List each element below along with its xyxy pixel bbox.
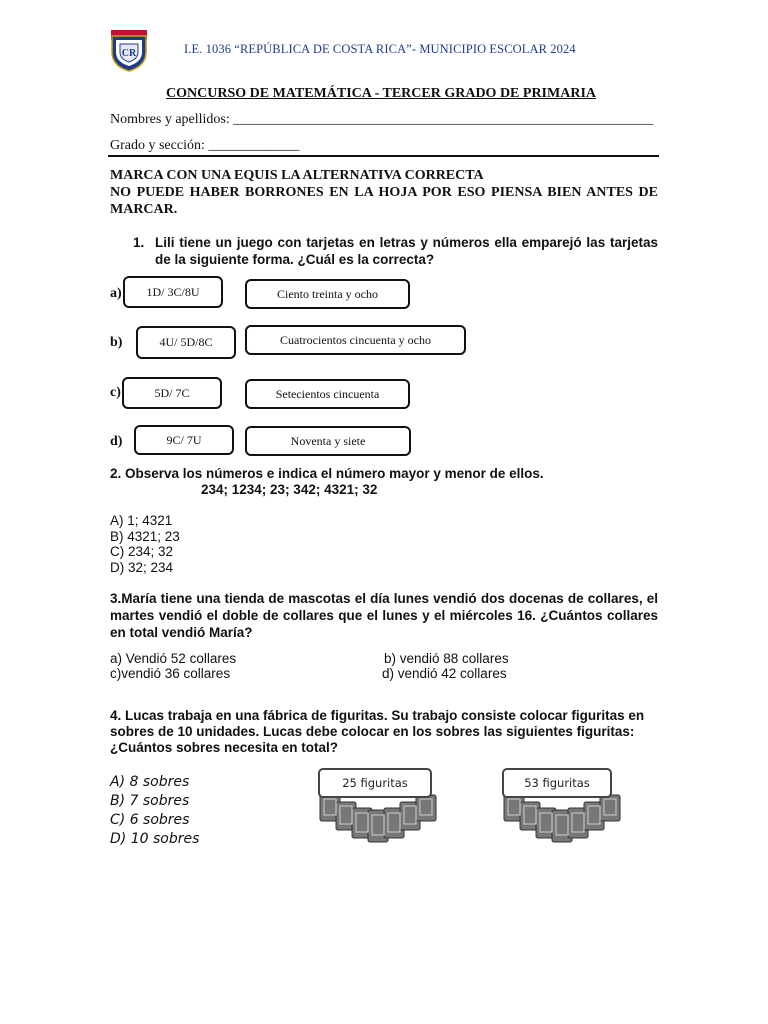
- instructions-block: [110, 167, 658, 218]
- figuritas-label-53: 53 figuritas: [502, 768, 612, 798]
- q4-option-d[interactable]: D) 10 sobres: [110, 831, 200, 847]
- contest-title: CONCURSO DE MATEMÁTICA - TERCER GRADO DE PRIMARIA: [166, 86, 597, 101]
- school-header: I.E. 1036 “REPÚBLICA DE COSTA RICA”- MUNICIPIO ESCOLAR 2024: [184, 42, 576, 56]
- question-2-numbers: 234; 1234; 23; 342; 4321; 32: [201, 482, 378, 497]
- q4-option-b[interactable]: B) 7 sobres: [110, 793, 190, 809]
- q2-option-d[interactable]: D) 32; 234: [110, 559, 174, 575]
- question-3-text: 3.María tiene una tienda de mascotas el día lunes vendió dos docenas de collares, el martes vendió el doble de collares que el lunes y el miércoles 16. ¿Cuántos collares en total vendió María?: [110, 591, 658, 640]
- q1-option-c-letter: c): [110, 385, 121, 400]
- names-field[interactable]: Nombres y apellidos: ____________________________________________________________: [110, 112, 654, 127]
- question-4-options: [110, 773, 199, 849]
- q1-option-a-letter: a): [110, 286, 122, 301]
- q1-option-d-words-card[interactable]: Noventa y siete: [245, 426, 411, 456]
- q1-option-d-letter: d): [110, 434, 123, 449]
- q3-option-d[interactable]: d) vendió 42 collares: [382, 666, 507, 681]
- q1-option-a-code-card[interactable]: 1D/ 3C/8U: [123, 276, 223, 308]
- q1-option-b-letter: b): [110, 335, 123, 350]
- q2-option-a[interactable]: A) 1; 4321: [110, 513, 173, 528]
- q4-option-a[interactable]: A) 8 sobres: [110, 774, 190, 790]
- header-divider: [108, 155, 659, 157]
- instruction-line: MARCA CON UNA EQUIS LA ALTERNATIVA CORRECTA: [110, 168, 484, 183]
- q2-option-b[interactable]: B) 4321; 23: [110, 528, 180, 544]
- figuritas-label-25: 25 figuritas: [318, 768, 432, 798]
- school-crest-icon: [108, 28, 150, 72]
- question-1-number: 1.: [133, 235, 145, 250]
- q1-option-b-code-card[interactable]: 4U/ 5D/8C: [136, 326, 236, 359]
- question-2-text: 2. Observa los números e indica el número mayor y menor de ellos.: [110, 466, 544, 481]
- figuritas-image-53: [500, 768, 624, 846]
- q1-option-c-code-card[interactable]: 5D/ 7C: [122, 377, 222, 409]
- question-4-text: 4. Lucas trabaja en una fábrica de figuritas. Su trabajo consiste colocar figuritas en sobres de 10 unidades. Lucas debe colocar en los sobres las siguientes figuritas: ¿Cuántos sobres necesita en total?: [110, 708, 645, 755]
- grade-field[interactable]: Grado y sección: _____________: [110, 138, 300, 153]
- instruction-line: NO PUEDE HABER BORRONES EN LA HOJA POR ESO PIENSA BIEN ANTES DE MARCAR.: [110, 185, 658, 217]
- q1-option-a-words-card[interactable]: Ciento treinta y ocho: [245, 279, 410, 309]
- q3-option-a[interactable]: a) Vendió 52 collares: [110, 651, 237, 666]
- q1-option-b-words-card[interactable]: Cuatrocientos cincuenta y ocho: [245, 325, 466, 355]
- q3-option-b[interactable]: b) vendió 88 collares: [384, 651, 509, 666]
- svg-text:CR: CR: [121, 48, 137, 59]
- question-2-options: [110, 513, 180, 575]
- q2-option-c[interactable]: C) 234; 32: [110, 544, 174, 559]
- figuritas-image-25: [316, 768, 440, 846]
- q1-option-c-words-card[interactable]: Setecientos cincuenta: [245, 379, 410, 409]
- q3-option-c[interactable]: c)vendió 36 collares: [110, 666, 231, 681]
- q1-option-d-code-card[interactable]: 9C/ 7U: [134, 425, 234, 455]
- q4-option-c[interactable]: C) 6 sobres: [110, 812, 190, 828]
- question-1-text: 1. Lili tiene un juego con tarjetas en letras y números ella emparejó las tarjetas de la siguiente forma. ¿Cuál es la correcta?: [133, 235, 658, 267]
